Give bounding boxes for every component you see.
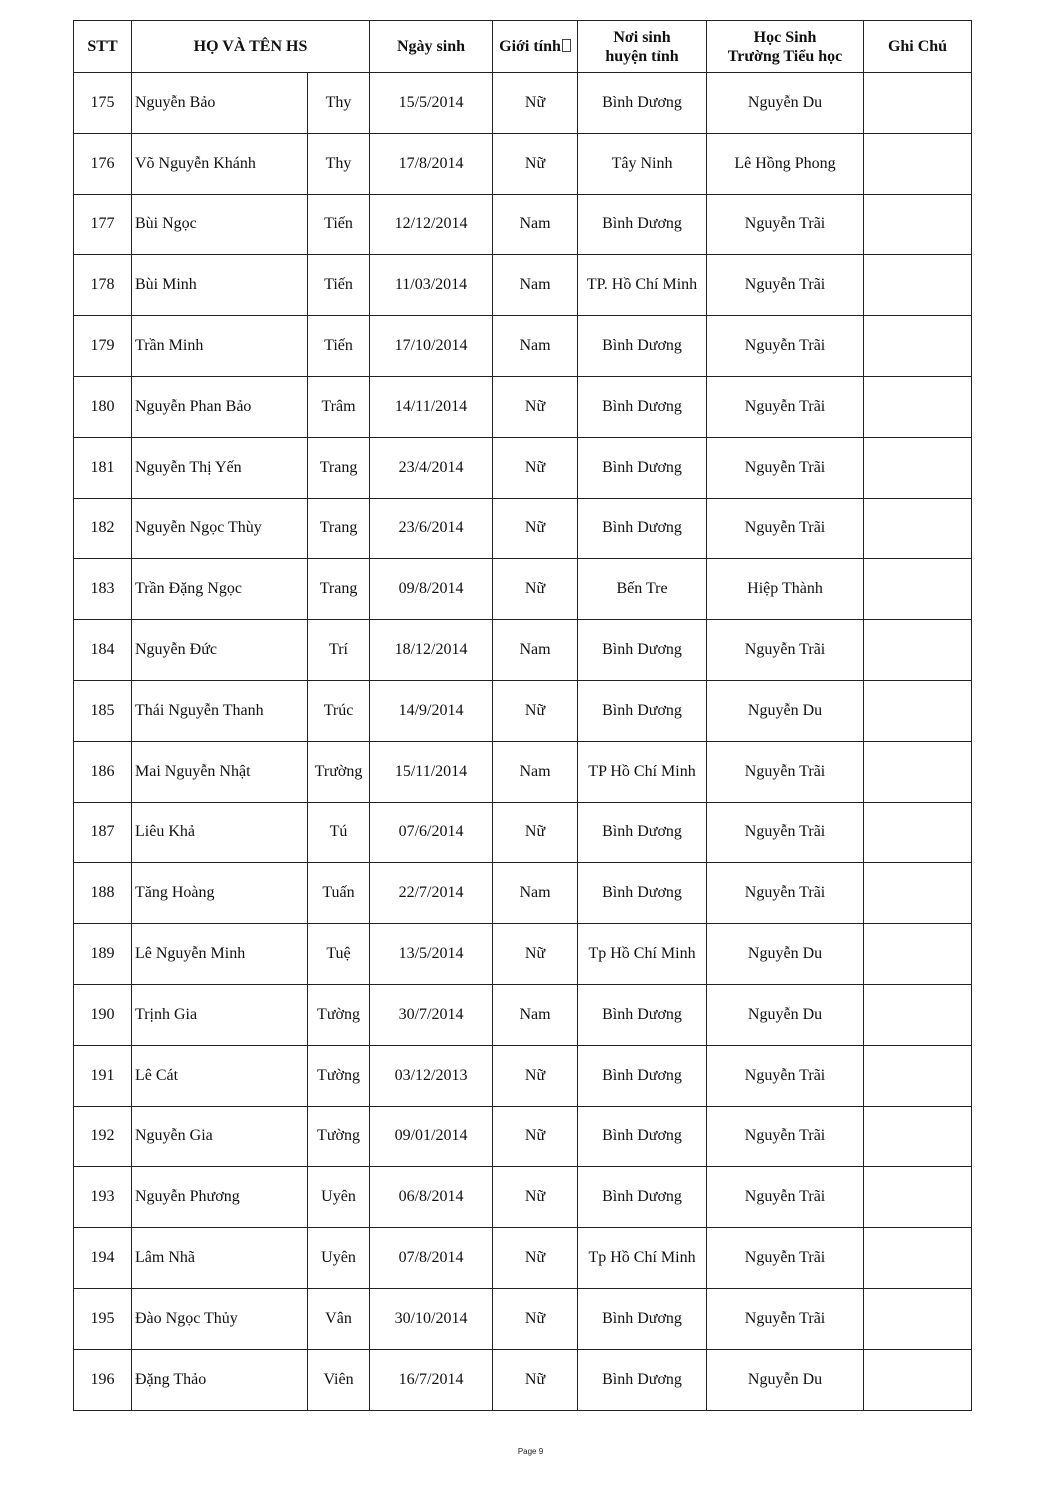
cell-surname: Nguyễn Đức (132, 620, 308, 681)
cell-stt: 175 (74, 73, 132, 134)
cell-stt: 178 (74, 255, 132, 316)
cell-birthplace: Tp Hồ Chí Minh (578, 924, 707, 985)
cell-stt: 186 (74, 741, 132, 802)
cell-gender: Nữ (493, 1228, 578, 1289)
header-gender (493, 21, 578, 73)
header-birthplace-line1: Nơi sinh (613, 28, 671, 46)
cell-birth-date: 17/8/2014 (370, 133, 493, 194)
cell-birth-date: 30/7/2014 (370, 984, 493, 1045)
cell-surname: Nguyễn Ngọc Thùy (132, 498, 308, 559)
cell-birthplace: Bình Dương (578, 376, 707, 437)
cell-primary-school: Nguyễn Trãi (707, 255, 864, 316)
cell-notes (864, 559, 972, 620)
cell-notes (864, 376, 972, 437)
table-row (74, 1288, 972, 1349)
cell-gender: Nam (493, 863, 578, 924)
cell-primary-school: Nguyễn Du (707, 924, 864, 985)
cell-notes (864, 680, 972, 741)
cell-primary-school: Nguyễn Du (707, 1349, 864, 1410)
cell-stt: 181 (74, 437, 132, 498)
cell-gender: Nữ (493, 498, 578, 559)
cell-notes (864, 924, 972, 985)
header-birthplace-line2: huyện tỉnh (605, 47, 679, 65)
table-row (74, 984, 972, 1045)
table-row (74, 437, 972, 498)
cell-stt: 185 (74, 680, 132, 741)
header-row (74, 21, 972, 73)
cell-stt: 183 (74, 559, 132, 620)
table-row (74, 316, 972, 377)
cell-gender: Nam (493, 316, 578, 377)
table-row (74, 1349, 972, 1410)
cell-surname: Nguyễn Bảo (132, 73, 308, 134)
cell-notes (864, 133, 972, 194)
cell-gender: Nữ (493, 1106, 578, 1167)
cell-stt: 196 (74, 1349, 132, 1410)
cell-stt: 193 (74, 1167, 132, 1228)
cell-stt: 189 (74, 924, 132, 985)
cell-primary-school: Nguyễn Trãi (707, 437, 864, 498)
cell-primary-school: Nguyễn Trãi (707, 1228, 864, 1289)
table-row (74, 376, 972, 437)
cell-gender: Nữ (493, 73, 578, 134)
cell-notes (864, 194, 972, 255)
cell-birth-date: 14/11/2014 (370, 376, 493, 437)
cell-birth-date: 23/6/2014 (370, 498, 493, 559)
cell-stt: 194 (74, 1228, 132, 1289)
cell-birth-date: 22/7/2014 (370, 863, 493, 924)
cell-birthplace: Bình Dương (578, 620, 707, 681)
cell-stt: 184 (74, 620, 132, 681)
cell-given-name: Trường (308, 741, 370, 802)
cell-gender: Nữ (493, 1349, 578, 1410)
cell-surname: Nguyễn Gia (132, 1106, 308, 1167)
cell-surname: Nguyễn Phan Bảo (132, 376, 308, 437)
cell-given-name: Trâm (308, 376, 370, 437)
cell-given-name: Trang (308, 498, 370, 559)
cell-stt: 182 (74, 498, 132, 559)
cell-birthplace: Bình Dương (578, 194, 707, 255)
cell-gender: Nữ (493, 133, 578, 194)
cell-primary-school: Nguyễn Trãi (707, 376, 864, 437)
cell-stt: 190 (74, 984, 132, 1045)
cell-surname: Võ Nguyễn Khánh (132, 133, 308, 194)
cell-birth-date: 06/8/2014 (370, 1167, 493, 1228)
cell-birthplace: Bình Dương (578, 1349, 707, 1410)
cell-birthplace: TP. Hồ Chí Minh (578, 255, 707, 316)
cell-surname: Đào Ngọc Thủy (132, 1288, 308, 1349)
cell-notes (864, 1106, 972, 1167)
cell-birth-date: 13/5/2014 (370, 924, 493, 985)
cell-stt: 177 (74, 194, 132, 255)
table-row (74, 73, 972, 134)
cell-surname: Lâm Nhã (132, 1228, 308, 1289)
cell-primary-school: Nguyễn Du (707, 73, 864, 134)
cell-given-name: Trang (308, 437, 370, 498)
cell-gender: Nữ (493, 802, 578, 863)
cell-notes (864, 1045, 972, 1106)
cell-given-name: Trí (308, 620, 370, 681)
cell-notes (864, 498, 972, 559)
cell-gender: Nữ (493, 1045, 578, 1106)
header-school-line2: Trường Tiểu học (727, 47, 843, 65)
table-row (74, 1106, 972, 1167)
table-row (74, 194, 972, 255)
table-row (74, 802, 972, 863)
cell-notes (864, 863, 972, 924)
cell-primary-school: Nguyễn Trãi (707, 1288, 864, 1349)
table-row (74, 1045, 972, 1106)
student-list-table (73, 20, 972, 1411)
cell-stt: 180 (74, 376, 132, 437)
table-row (74, 741, 972, 802)
header-full-name: HỌ VÀ TÊN HS (132, 21, 370, 73)
cell-surname: Thái Nguyễn Thanh (132, 680, 308, 741)
cell-primary-school: Nguyễn Trãi (707, 194, 864, 255)
cell-stt: 187 (74, 802, 132, 863)
cell-birthplace: Bình Dương (578, 316, 707, 377)
cell-surname: Lê Cát (132, 1045, 308, 1106)
cell-birthplace: Bình Dương (578, 498, 707, 559)
cell-primary-school: Nguyễn Du (707, 984, 864, 1045)
cell-surname: Bùi Ngọc (132, 194, 308, 255)
cell-stt: 195 (74, 1288, 132, 1349)
cell-given-name: Tường (308, 1106, 370, 1167)
cell-birthplace: TP Hồ Chí Minh (578, 741, 707, 802)
missing-glyph-box-icon (562, 39, 571, 52)
cell-primary-school: Lê Hồng Phong (707, 133, 864, 194)
header-gender-label: Giới tính (499, 38, 561, 55)
cell-notes (864, 802, 972, 863)
cell-birthplace: Bến Tre (578, 559, 707, 620)
cell-stt: 179 (74, 316, 132, 377)
cell-birth-date: 14/9/2014 (370, 680, 493, 741)
table-row (74, 1228, 972, 1289)
cell-gender: Nữ (493, 1167, 578, 1228)
cell-surname: Nguyễn Thị Yến (132, 437, 308, 498)
cell-notes (864, 984, 972, 1045)
cell-notes (864, 741, 972, 802)
cell-gender: Nữ (493, 680, 578, 741)
cell-notes (864, 1228, 972, 1289)
table-row (74, 924, 972, 985)
table-row (74, 680, 972, 741)
header-school-line1: Học Sinh (753, 28, 817, 46)
cell-birth-date: 11/03/2014 (370, 255, 493, 316)
cell-given-name: Tuấn (308, 863, 370, 924)
cell-primary-school: Nguyễn Trãi (707, 1106, 864, 1167)
cell-surname: Nguyễn Phương (132, 1167, 308, 1228)
cell-primary-school: Nguyễn Trãi (707, 498, 864, 559)
cell-surname: Lê Nguyễn Minh (132, 924, 308, 985)
cell-notes (864, 437, 972, 498)
cell-birth-date: 03/12/2013 (370, 1045, 493, 1106)
cell-birthplace: Bình Dương (578, 680, 707, 741)
table-row (74, 255, 972, 316)
cell-surname: Mai Nguyễn Nhật (132, 741, 308, 802)
cell-birthplace: Tp Hồ Chí Minh (578, 1228, 707, 1289)
cell-birth-date: 15/11/2014 (370, 741, 493, 802)
cell-primary-school: Nguyễn Trãi (707, 741, 864, 802)
cell-birth-date: 18/12/2014 (370, 620, 493, 681)
cell-surname: Đặng Thảo (132, 1349, 308, 1410)
cell-given-name: Trúc (308, 680, 370, 741)
cell-birth-date: 07/8/2014 (370, 1228, 493, 1289)
cell-stt: 191 (74, 1045, 132, 1106)
header-stt: STT (74, 21, 132, 73)
cell-gender: Nam (493, 620, 578, 681)
cell-primary-school: Nguyễn Trãi (707, 863, 864, 924)
page-number: Page 9 (517, 1447, 544, 1456)
table-row (74, 1167, 972, 1228)
cell-gender: Nữ (493, 437, 578, 498)
cell-stt: 176 (74, 133, 132, 194)
cell-surname: Bùi Minh (132, 255, 308, 316)
cell-gender: Nữ (493, 924, 578, 985)
cell-birth-date: 15/5/2014 (370, 73, 493, 134)
cell-given-name: Tiến (308, 194, 370, 255)
cell-surname: Trịnh Gia (132, 984, 308, 1045)
cell-given-name: Tiến (308, 255, 370, 316)
cell-birth-date: 09/8/2014 (370, 559, 493, 620)
cell-surname: Trần Minh (132, 316, 308, 377)
cell-given-name: Uyên (308, 1228, 370, 1289)
cell-notes (864, 1167, 972, 1228)
cell-gender: Nữ (493, 559, 578, 620)
cell-given-name: Trang (308, 559, 370, 620)
cell-primary-school: Nguyễn Trãi (707, 802, 864, 863)
cell-birthplace: Bình Dương (578, 1167, 707, 1228)
cell-primary-school: Nguyễn Trãi (707, 1045, 864, 1106)
cell-stt: 192 (74, 1106, 132, 1167)
cell-birthplace: Bình Dương (578, 1045, 707, 1106)
table-row (74, 620, 972, 681)
cell-surname: Trần Đặng Ngọc (132, 559, 308, 620)
header-notes: Ghi Chú (864, 21, 972, 73)
header-primary-school (707, 21, 864, 73)
cell-birth-date: 17/10/2014 (370, 316, 493, 377)
cell-primary-school: Nguyễn Trãi (707, 620, 864, 681)
cell-given-name: Viên (308, 1349, 370, 1410)
cell-birth-date: 30/10/2014 (370, 1288, 493, 1349)
cell-primary-school: Nguyễn Du (707, 680, 864, 741)
cell-birthplace: Bình Dương (578, 863, 707, 924)
cell-notes (864, 73, 972, 134)
cell-gender: Nam (493, 741, 578, 802)
cell-primary-school: Nguyễn Trãi (707, 316, 864, 377)
cell-birthplace: Bình Dương (578, 984, 707, 1045)
cell-given-name: Tú (308, 802, 370, 863)
table-row (74, 133, 972, 194)
header-birth-date: Ngày sinh (370, 21, 493, 73)
cell-gender: Nữ (493, 1288, 578, 1349)
cell-surname: Liêu Khả (132, 802, 308, 863)
table-row (74, 498, 972, 559)
cell-given-name: Uyên (308, 1167, 370, 1228)
cell-birth-date: 09/01/2014 (370, 1106, 493, 1167)
cell-gender: Nam (493, 984, 578, 1045)
cell-birthplace: Tây Ninh (578, 133, 707, 194)
cell-surname: Tăng Hoàng (132, 863, 308, 924)
cell-birthplace: Bình Dương (578, 802, 707, 863)
cell-given-name: Thy (308, 133, 370, 194)
cell-given-name: Vân (308, 1288, 370, 1349)
cell-birth-date: 16/7/2014 (370, 1349, 493, 1410)
header-birthplace (578, 21, 707, 73)
cell-notes (864, 1349, 972, 1410)
cell-given-name: Tường (308, 1045, 370, 1106)
cell-notes (864, 1288, 972, 1349)
cell-birth-date: 12/12/2014 (370, 194, 493, 255)
cell-primary-school: Nguyễn Trãi (707, 1167, 864, 1228)
cell-given-name: Tường (308, 984, 370, 1045)
cell-given-name: Thy (308, 73, 370, 134)
cell-birthplace: Bình Dương (578, 1106, 707, 1167)
cell-primary-school: Hiệp Thành (707, 559, 864, 620)
table-row (74, 559, 972, 620)
cell-given-name: Tiến (308, 316, 370, 377)
cell-birth-date: 23/4/2014 (370, 437, 493, 498)
table-row (74, 863, 972, 924)
cell-notes (864, 316, 972, 377)
cell-birth-date: 07/6/2014 (370, 802, 493, 863)
cell-birthplace: Bình Dương (578, 1288, 707, 1349)
cell-birthplace: Bình Dương (578, 73, 707, 134)
cell-gender: Nam (493, 255, 578, 316)
cell-birthplace: Bình Dương (578, 437, 707, 498)
student-rows (74, 73, 972, 1411)
cell-gender: Nam (493, 194, 578, 255)
cell-notes (864, 255, 972, 316)
cell-gender: Nữ (493, 376, 578, 437)
cell-stt: 188 (74, 863, 132, 924)
cell-given-name: Tuệ (308, 924, 370, 985)
cell-notes (864, 620, 972, 681)
